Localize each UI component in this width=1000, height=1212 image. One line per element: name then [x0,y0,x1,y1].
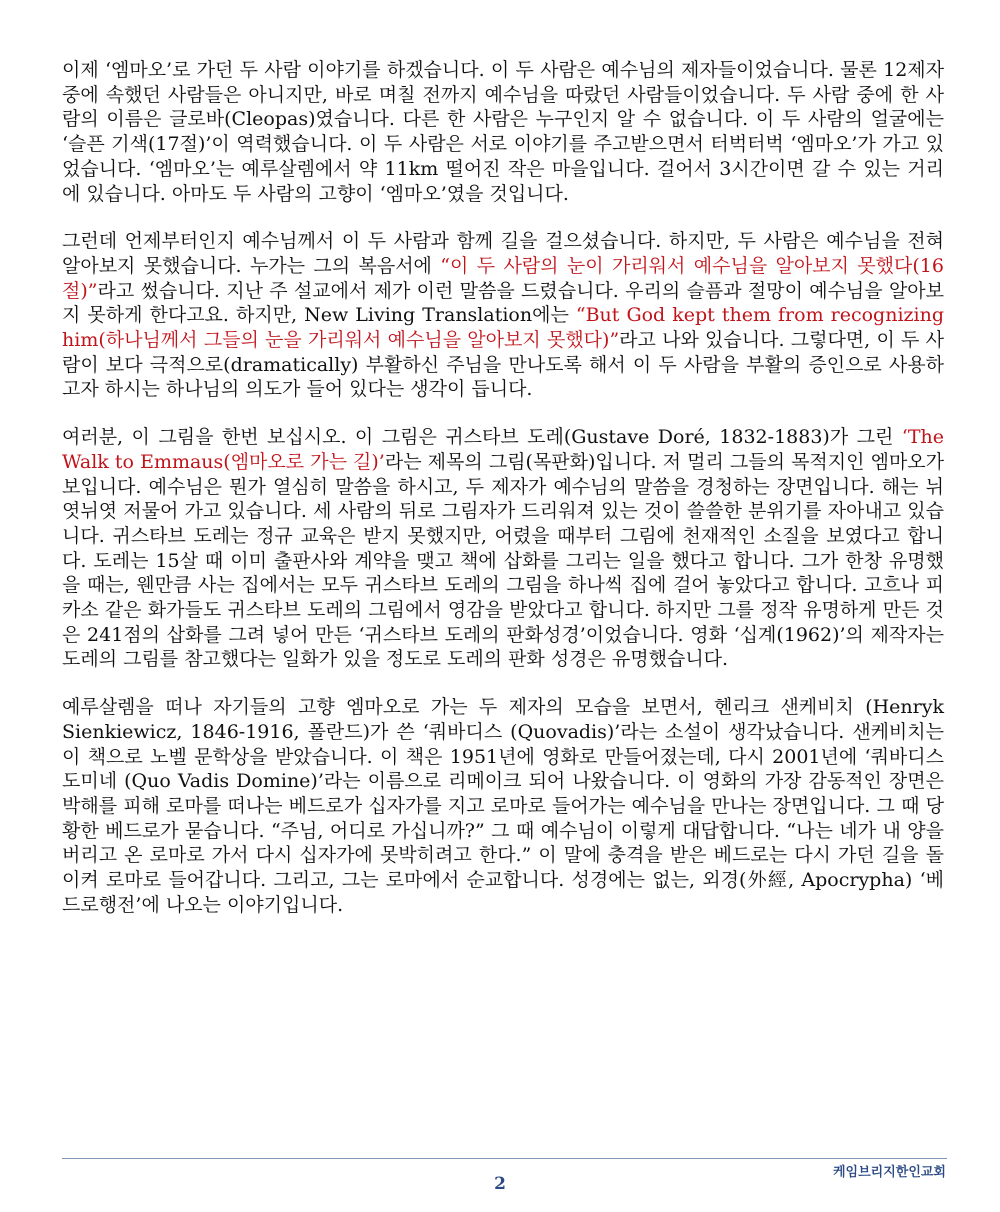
paragraph [62,695,944,917]
paragraph [62,425,944,672]
red-artwork-title: ‘The Walk to Emmaus(엠마오로 가는 길)’ [62,426,944,473]
paragraph-text: 예루살렘을 떠나 자기들의 고향 엠마오로 가는 두 제자의 모습을 보면서, 헨리크 샌케비치 (Henryk Sienkiewicz, 1846-1916, 폴란드)가 쓴 ‘쿼바디스 (Quovadis)’라는 소설이 생각났습니다. 샌케비치는 이 책으로 노벨 문학상을 받았습니다. 이 책은 1951년에 영화로 만들어졌는데, 다시 2001년에 ‘쿼바디스 도미네 (Quo Vadis Domine)’라는 이름으로 리메이크 되어 나왔습니다. 이 영화의 가장 감동적인 장면은 박해를 피해 로마를 떠나는 베드로가 십자가를 지고 로마로 들어가는 예수님을 만나는 장면입니다. 그 때 당황한 베드로가 묻습니다. “주님, 어디로 가십니까?” 그 때 예수님이 이렇게 대답합니다. “나는 네가 내 양을 버리고 온 로마로 가서 다시 십자가에 못박히려고 한다.” 이 말에 충격을 받은 베드로는 다시 가던 길을 돌이켜 로마로 들어갑니다. 그리고, 그는 로마에서 순교합니다. 성경에는 없는, 외경(外經, Apocrypha) ‘베드로행전’에 나오는 이야기입니다. [62,696,944,916]
paragraph-text: 라고 썼습니다. 지난 주 설교에서 제가 이런 말씀을 드렸습니다. 우리의 슬픔과 절망이 예수님을 알아보지 못하게 한다고요. 하지만, New Living Translation에는 [62,279,944,327]
page-number: 2 [494,1174,506,1194]
footer-divider [62,1158,947,1159]
paragraph [62,229,944,402]
red-quote: “이 두 사람의 눈이 가리워서 예수님을 알아보지 못했다(16절)” [62,254,944,302]
paragraph-text: 이제 ‘엠마오’로 가던 두 사람 이야기를 하겠습니다. 이 두 사람은 예수님의 제자들이었습니다. 물론 12제자 중에 속했던 사람들은 아니지만, 바로 며칠 전까지 예수님을 따랐던 사람들이었습니다. 두 사람 중에 한 사람의 이름은 글로바(Cleopas)였습니다. 다른 한 사람은 누구인지 알 수 없습니다. 이 두 사람의 얼굴에는 ‘슬픈 기색(17절)’이 역력했습니다. 이 두 사람은 서로 이야기를 주고받으면서 터벅터벅 ‘엠마오’가 가고 있었습니다. ‘엠마오’는 예루살렘에서 약 11km 떨어진 작은 마을입니다. 걸어서 3시간이면 갈 수 있는 거리에 있습니다. 아마도 두 사람의 고향이 ‘엠마오’였을 것입니다. [62,59,944,205]
paragraph-text: 라고 나와 있습니다. 그렇다면, 이 두 사람이 보다 극적으로(dramatically) 부활하신 주님을 만나도록 해서 이 두 사람을 부활의 증인으로 사용하고자 하시는 하나님의 의도가 들어 있다는 생각이 듭니다. [62,329,944,401]
paragraph [62,58,944,206]
paragraph-text: 여러분, 이 그림을 한번 보십시오. 이 그림은 귀스타브 도레(Gustave Doré, 1832-1883)가 그린 [62,426,902,449]
document-body [62,58,944,941]
footer-church-name: 케임브리지한인교회 [832,1165,946,1180]
red-quote: “But God kept them from recognizing him(하나님께서 그들의 눈을 가리워서 예수님을 알아보지 못했다)” [62,304,945,352]
paragraph-text: 그런데 언제부터인지 예수님께서 이 두 사람과 함께 길을 걸으셨습니다. 하지만, 두 사람은 예수님을 전혀 알아보지 못했습니다. 누가는 그의 복음서에 [62,230,944,277]
paragraph-text: 라는 제목의 그림(목판화)입니다. 저 멀리 그들의 목적지인 엠마오가 보입니다. 예수님은 뭔가 열심히 말씀을 하시고, 두 제자가 예수님의 말씀을 경청하는 장면입니다. 해는 뉘엿뉘엿 저물어 가고 있습니다. 세 사람의 뒤로 그림자가 드리워져 있는 것이 쓸쓸한 분위기를 자아내고 있습니다. 귀스타브 도레는 정규 교육은 받지 못했지만, 어렸을 때부터 그림에 천재적인 소질을 보였다고 합니다. 도레는 15살 때 이미 출판사와 계약을 맺고 책에 삽화를 그리는 일을 했다고 합니다. 그가 한창 유명했을 때는, 웬만큼 사는 집에서는 모두 귀스타브 도레의 그림을 하나씩 집에 걸어 놓았다고 합니다. 고흐나 피카소 같은 화가들도 귀스타브 도레의 그림에서 영감을 받았다고 합니다. 하지만 그를 정작 유명하게 만든 것은 241점의 삽화를 그려 넣어 만든 ‘귀스타브 도레의 판화성경’이었습니다. 영화 ‘십계(1962)’의 제작자는 도레의 그림를 참고했다는 일화가 있을 정도로 도레의 판화 성경은 유명했습니다. [62,450,945,671]
